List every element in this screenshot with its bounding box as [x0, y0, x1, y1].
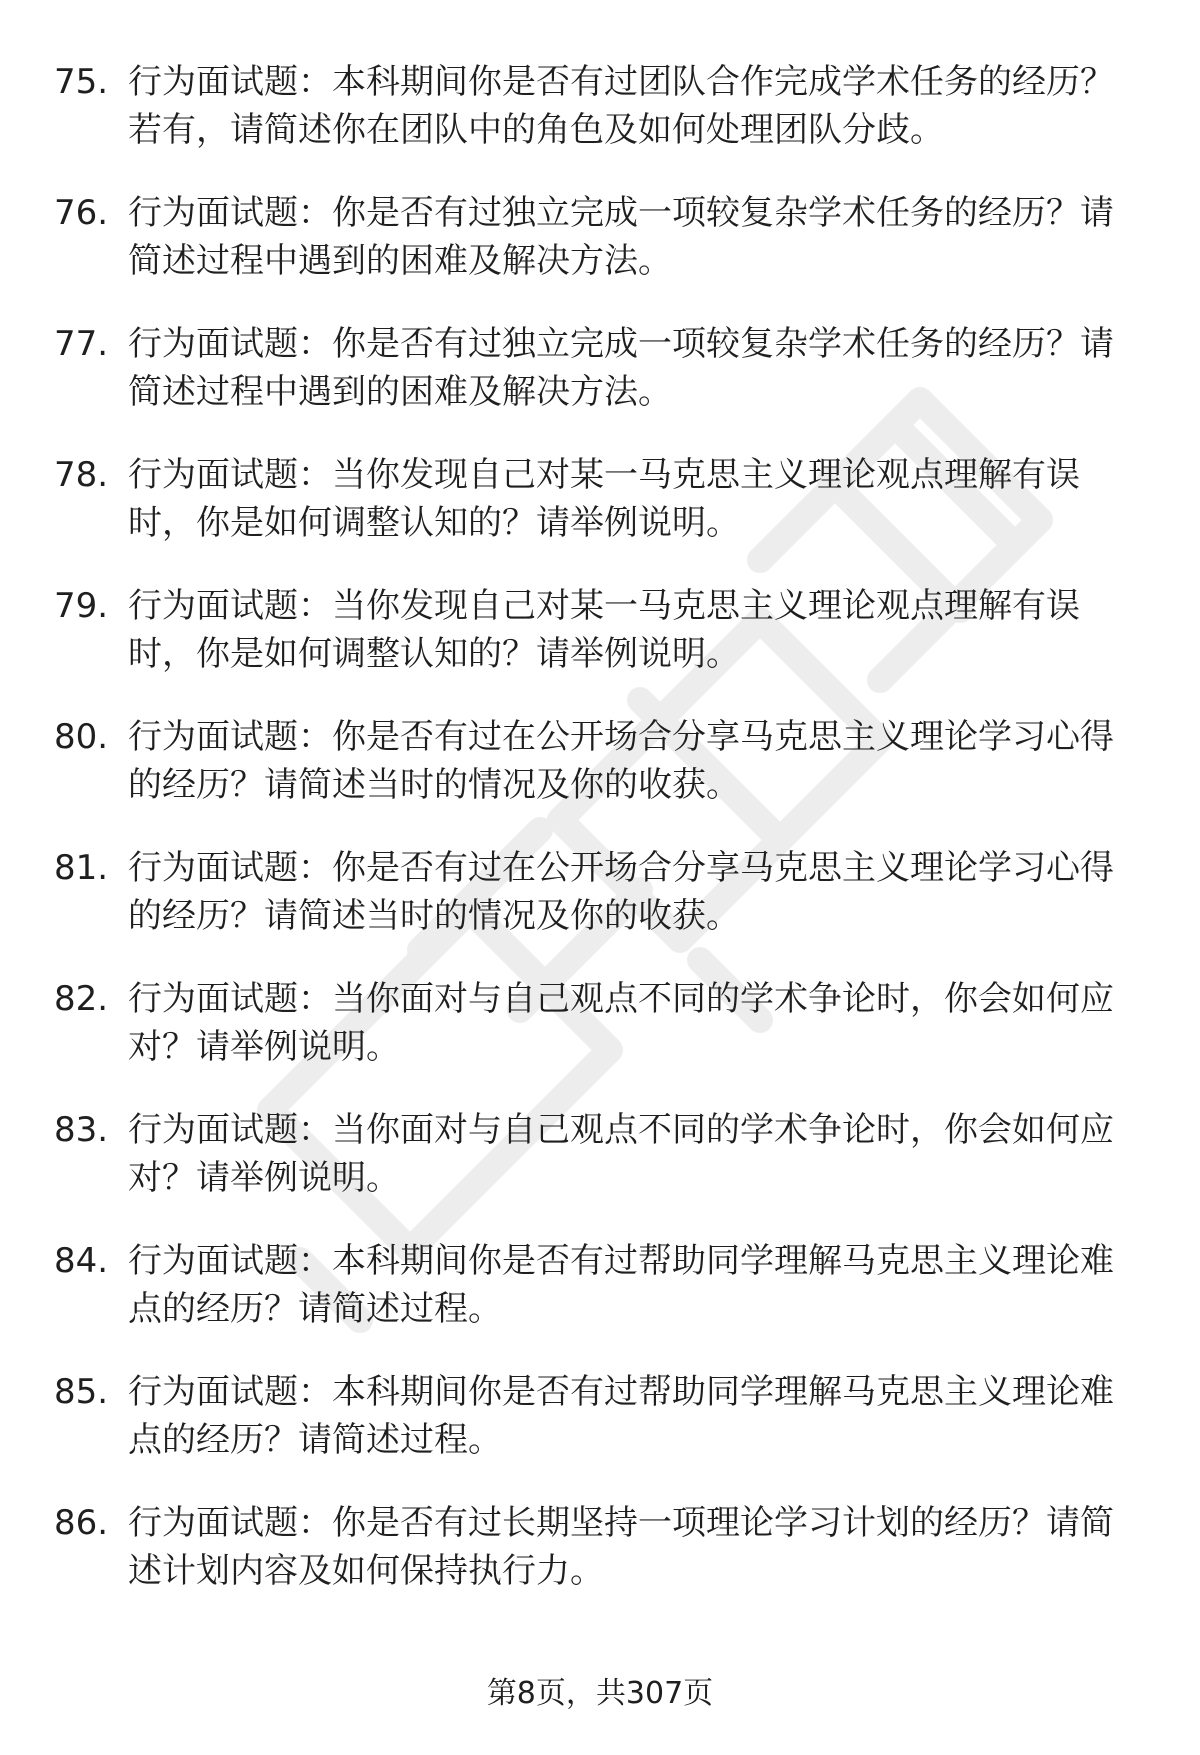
list-item: [0, 1237, 1200, 1368]
question-number: 82.: [54, 979, 109, 1019]
list-item: [0, 1499, 1200, 1630]
question-text: 行为面试题：本科期间你是否有过帮助同学理解马克思主义理论难点的经历？请简述过程。: [128, 1372, 1114, 1460]
list-item: [0, 582, 1200, 713]
question-text: 行为面试题：当你发现自己对某一马克思主义理论观点理解有误时，你是如何调整认知的？请举例说明。: [128, 455, 1080, 543]
page-number-footer: 第8页，共307页: [486, 1676, 714, 1711]
question-text: 行为面试题：当你发现自己对某一马克思主义理论观点理解有误时，你是如何调整认知的？请举例说明。: [128, 586, 1080, 674]
question-number: 85.: [54, 1372, 109, 1412]
question-text: 行为面试题：你是否有过独立完成一项较复杂学术任务的经历？请简述过程中遇到的困难及解决方法。: [128, 193, 1114, 281]
list-item: [0, 1368, 1200, 1499]
question-text: 行为面试题：你是否有过在公开场合分享马克思主义理论学习心得的经历？请简述当时的情况及你的收获。: [128, 848, 1114, 936]
list-item: [0, 713, 1200, 844]
question-text: 行为面试题：你是否有过长期坚持一项理论学习计划的经历？请简述计划内容及如何保持执行力。: [128, 1503, 1114, 1591]
list-item: [0, 320, 1200, 451]
question-text: 行为面试题：你是否有过在公开场合分享马克思主义理论学习心得的经历？请简述当时的情况及你的收获。: [128, 717, 1114, 805]
list-item: [0, 1106, 1200, 1237]
question-number: 86.: [54, 1503, 109, 1543]
question-list: [0, 58, 1200, 1630]
question-number: 78.: [54, 455, 109, 495]
list-item: [0, 844, 1200, 975]
question-number: 75.: [54, 62, 109, 102]
question-text: 行为面试题：本科期间你是否有过团队合作完成学术任务的经历？若有，请简述你在团队中的角色及如何处理团队分歧。: [128, 62, 1114, 150]
list-item: [0, 975, 1200, 1106]
question-number: 80.: [54, 717, 109, 757]
question-number: 76.: [54, 193, 109, 233]
question-number: 79.: [54, 586, 109, 626]
list-item: [0, 451, 1200, 582]
question-number: 83.: [54, 1110, 109, 1150]
question-text: 行为面试题：当你面对与自己观点不同的学术争论时，你会如何应对？请举例说明。: [128, 979, 1114, 1067]
question-number: 77.: [54, 324, 109, 364]
list-item: [0, 58, 1200, 189]
question-text: 行为面试题：本科期间你是否有过帮助同学理解马克思主义理论难点的经历？请简述过程。: [128, 1241, 1114, 1329]
question-text: 行为面试题：你是否有过独立完成一项较复杂学术任务的经历？请简述过程中遇到的困难及解决方法。: [128, 324, 1114, 412]
question-number: 84.: [54, 1241, 109, 1281]
list-item: [0, 189, 1200, 320]
question-text: 行为面试题：当你面对与自己观点不同的学术争论时，你会如何应对？请举例说明。: [128, 1110, 1114, 1198]
question-number: 81.: [54, 848, 109, 888]
